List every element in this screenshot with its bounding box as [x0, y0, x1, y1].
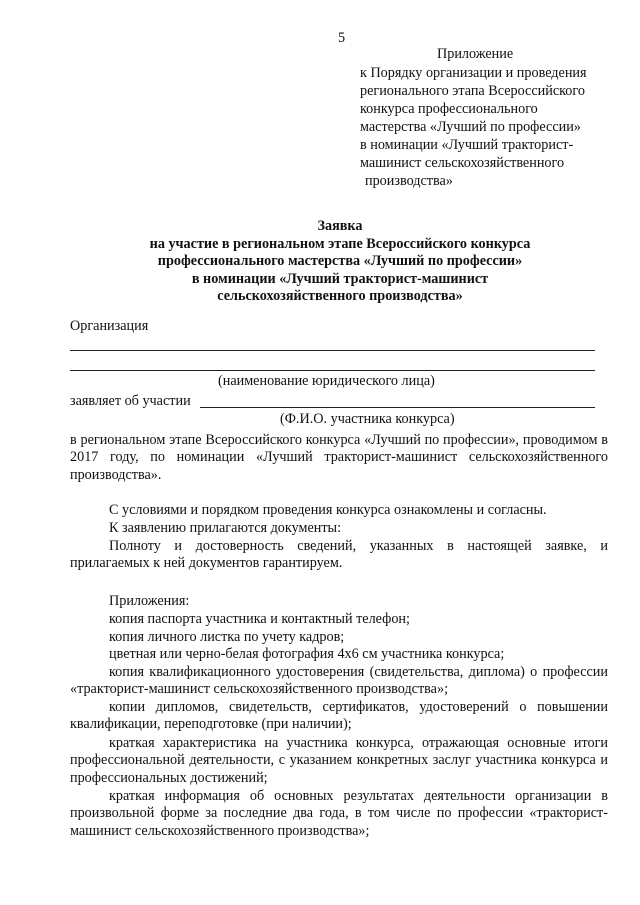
- title-line: Заявка: [317, 218, 363, 234]
- attached-documents-line: К заявлению прилагаются документы:: [109, 520, 342, 536]
- attachment-item: копия квалификационного удостоверения (свидетельства, диплома) о профессии «тракторист-машинист сельскохозяйственного производства»;: [70, 664, 608, 698]
- appendix-line: машинист сельскохозяйственного: [360, 155, 565, 171]
- document-title: [0, 218, 640, 306]
- attachments-heading: Приложения:: [109, 593, 190, 609]
- organization-caption: (наименование юридического лица): [218, 373, 435, 389]
- attachment-item: цветная или черно-белая фотография 4х6 см участника конкурса;: [109, 646, 505, 662]
- title-line: профессионального мастерства «Лучший по профессии»: [157, 253, 523, 270]
- participant-name-field[interactable]: [200, 407, 595, 408]
- title-line: сельскохозяйственного производства»: [217, 288, 463, 305]
- page-number: 5: [338, 30, 346, 46]
- appendix-line: мастерства «Лучший по профессии»: [360, 119, 581, 135]
- organization-field-line-1[interactable]: [70, 350, 595, 351]
- title-line: в номинации «Лучший тракторист-машинист: [191, 270, 489, 287]
- attachment-item: копия паспорта участника и контактный телефон;: [109, 611, 410, 627]
- attachment-item: краткая характеристика на участника конкурса, отражающая основные итоги профессиональной деятельности, с указанием конкретных заслуг участника конкурса и профессиональных достижений;: [70, 735, 608, 786]
- guarantee-paragraph: Полноту и достоверность сведений, указанных в настоящей заявке, и прилагаемых к ней документов гарантируем.: [70, 538, 608, 572]
- agreement-paragraph: С условиями и порядком проведения конкурса ознакомлены и согласны.: [109, 502, 547, 518]
- appendix-line: конкурса профессионального: [360, 101, 538, 117]
- declares-label: заявляет об участии: [70, 393, 191, 409]
- attachment-item: копия личного листка по учету кадров;: [109, 629, 345, 645]
- appendix-line: Приложение: [437, 46, 514, 62]
- fio-caption: (Ф.И.О. участника конкурса): [280, 411, 455, 427]
- participation-paragraph: в региональном этапе Всероссийского конкурса «Лучший по профессии», проводимом в 2017 году, по номинации «Лучший тракторист-машинист сельскохозяйственного производства».: [70, 432, 608, 483]
- appendix-line: производства»: [365, 173, 453, 189]
- organization-field-line-2[interactable]: [70, 370, 595, 371]
- attachment-item: краткая информация об основных результатах деятельности организации в произвольной форме за последние два года, в том числе по профессии «тракторист-машинист сельскохозяйственного производства»;: [70, 788, 608, 839]
- attachment-item: копии дипломов, свидетельств, сертификатов, удостоверений о повышении квалификации, переподготовке (при наличии);: [70, 699, 608, 733]
- title-line: на участие в региональном этапе Всероссийского конкурса: [149, 235, 531, 252]
- appendix-line: к Порядку организации и проведения: [360, 65, 587, 81]
- organization-label: Организация: [70, 318, 149, 334]
- appendix-line: регионального этапа Всероссийского: [360, 83, 585, 99]
- appendix-line: в номинации «Лучший тракторист-: [360, 137, 574, 153]
